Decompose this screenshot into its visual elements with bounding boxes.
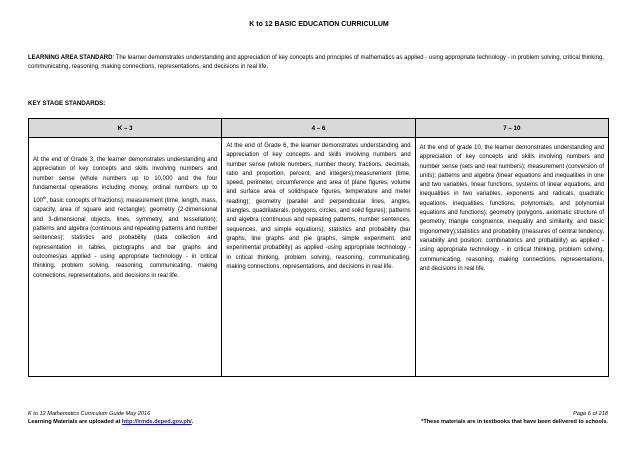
- standard-7-10-text: At the end of grade 10, the learner demonstrates understanding and appreciation of key concepts and skills involving numbers and number sense (sets and real numbers); measurement (conversion of units); patterns and algebra (linear equations and inequalities in one and two variables, linear functions, systems of linear equations, and inequalities in two variables, exponents and radicals, quadratic equations, inequalities, functions, polynomials, and polynomial equations and functions); geometry (polygons, axiomatic structure of geometry, triangle congruence, inequality and similarity, and basic trigonometry);statistics and probability (measures of central tendency, variability and position; combinatorics and probability) as applied - using appropriate technology - in critical thinking, problem solving, communicating, reasoning, making connections, representations, and decisions in real life.: [419, 145, 604, 272]
- standard-k-3-part2: , basic concepts of fractions); measurement (time, length, mass, capacity, area of square and rectangle); geometry (2-dimensional and 3-dimensional objects, lines, symmetry, and tessellation); patterns and algebra (continuous and repeating patterns and number sentences); statistics and probability (data collection and representation in tables, pictographs and bar graphs and outcomes)as applied - using appropriate technology - in critical thinking, problem solving, reasoning, communicating, making connections, representations, and decisions in real life.: [33, 198, 218, 279]
- standard-4-6-text: At the end of Grade 6, the learner demonstrates understanding and appreciation of key concepts and skills involving numbers and number sense (whole numbers, number theory, fractions, decimals, ratio and proportion, percent, and integers);measurement (time, speed, perimeter, circumference and area of plane figures, volume and surface area of solid/space figures, temperature and meter reading); geometry (parallel and perpendicular lines, angles, triangles, quadrilaterals, polygons, circles, and solid figures); patterns and algebra (continuous and repeating patterns, number sentences, sequences, and simple equations); statistics and probability (bar graphs, line graphs and pie graphs, simple experiment, and experimental probability) as applied -using appropriate technology - in critical thinking, problem solving, reasoning, communicating, making connections, representations, and decisions in real life.: [226, 143, 411, 270]
- key-stage-standards-table: [28, 118, 609, 377]
- cell-4-6: [222, 138, 415, 377]
- learning-materials-end: .: [191, 419, 194, 425]
- standard-k-3-part1: At the end of Grade 3, the learner demonstrates understanding and appreciation of key concepts and skills involving numbers and number sense (whole numbers up to 10,000 and the four fundamental operations including money, ordinal numbers up to 100: [33, 157, 218, 205]
- learning-area-label: LEARNING AREA STANDARD: [28, 55, 113, 61]
- ordinal-superscript: th: [43, 195, 47, 201]
- learning-area-text: : The learner demonstrates understanding and appreciation of key concepts and principles of mathematics as applied - using appropriate technology - in problem solving, critical thinking, communicating, reasoning, making connections, representations, and decisions in real life.: [28, 55, 604, 70]
- standard-k-3-text: [33, 138, 217, 281]
- table-row: [29, 138, 609, 377]
- table-header-row: [29, 119, 609, 138]
- textbook-note: *These materials are in textbooks that have been delivered to schools.: [421, 419, 608, 425]
- cell-7-10: [415, 138, 608, 377]
- header-k-3: K – 3: [29, 119, 222, 138]
- curriculum-guide-label: K to 12 Mathematics Curriculum Guide May 2016: [28, 411, 151, 417]
- document-title: K to 12 BASIC EDUCATION CURRICULUM: [249, 21, 389, 28]
- learning-area-standard: [28, 54, 618, 72]
- header-7-10: 7 – 10: [415, 119, 608, 138]
- footer-right: [421, 410, 608, 426]
- learning-materials-text: Learning Materials are uploaded at: [28, 419, 122, 425]
- cell-k-3: [29, 138, 222, 377]
- footer-left: [28, 410, 193, 426]
- header-4-6: 4 – 6: [222, 119, 415, 138]
- lrmds-link[interactable]: http://lrmds.deped.gov.ph/: [121, 419, 192, 425]
- page-number: Page 6 of 218: [573, 411, 608, 417]
- key-stage-heading: KEY STAGE STANDARDS:: [28, 100, 106, 107]
